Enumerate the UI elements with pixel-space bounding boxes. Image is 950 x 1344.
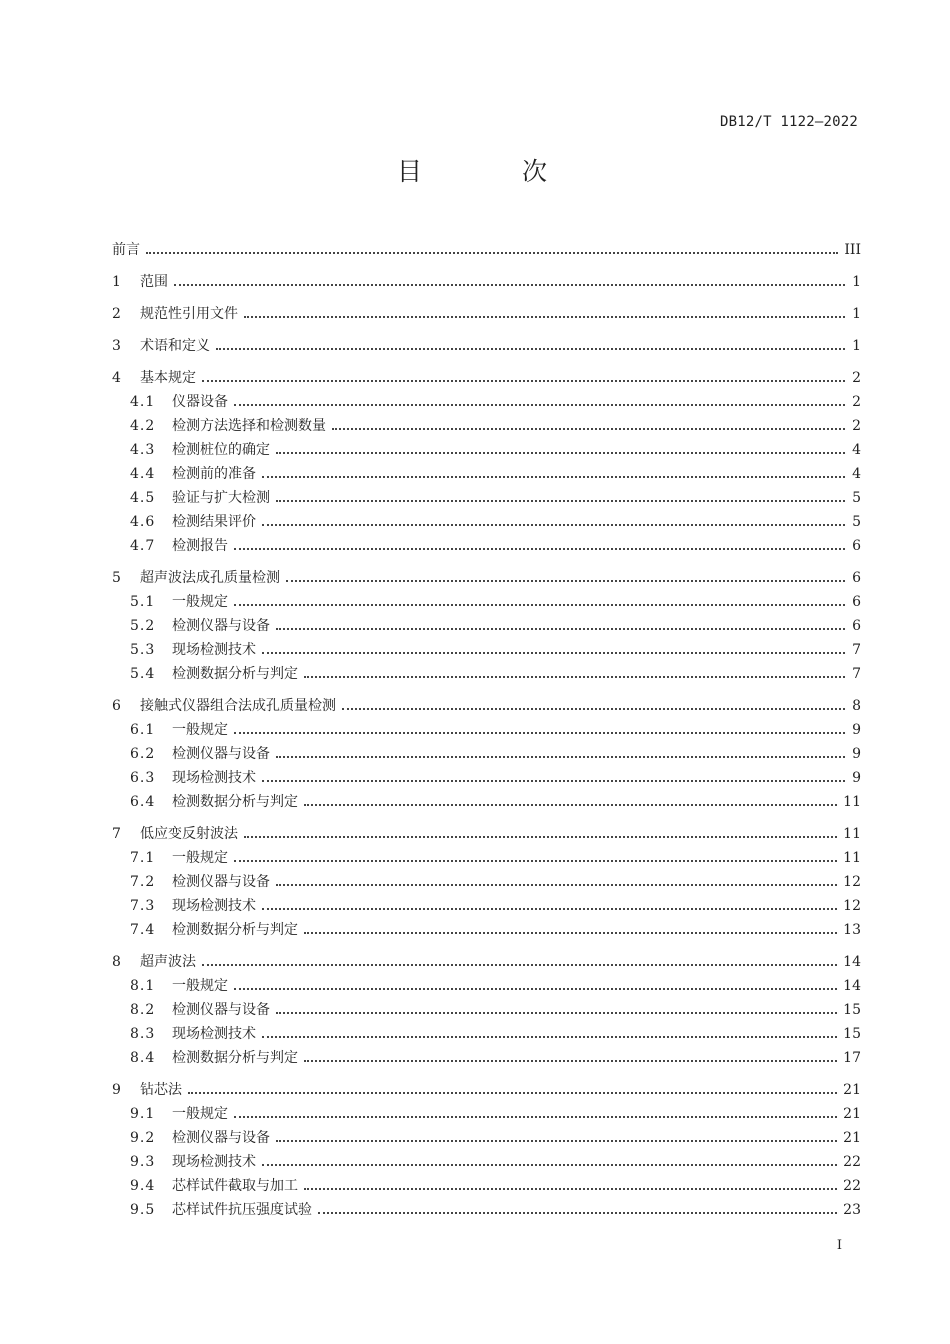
toc-entry-number: 9.2 bbox=[130, 1130, 156, 1146]
toc-entry-page: 4 bbox=[852, 442, 861, 458]
toc-entry[interactable] bbox=[112, 534, 861, 558]
dot-leader bbox=[332, 428, 845, 430]
toc-entry[interactable] bbox=[112, 366, 861, 390]
toc-entry-number: 4.5 bbox=[130, 490, 156, 506]
dot-leader bbox=[234, 732, 845, 734]
dot-leader bbox=[262, 1164, 837, 1166]
toc-entry-number: 8.1 bbox=[130, 978, 156, 994]
toc-entry[interactable] bbox=[112, 1102, 861, 1126]
dot-leader bbox=[276, 756, 845, 758]
dot-leader bbox=[188, 1092, 837, 1094]
dot-leader bbox=[262, 524, 845, 526]
toc-entry[interactable] bbox=[112, 790, 861, 814]
toc-entry-page: 22 bbox=[843, 1154, 861, 1170]
toc-entry-label: 钻芯法 bbox=[140, 1082, 182, 1098]
toc-entry-label: 超声波法 bbox=[140, 954, 196, 970]
toc-entry-label: 一般规定 bbox=[172, 1106, 228, 1122]
toc-entry-label: 现场检测技术 bbox=[172, 770, 256, 786]
toc-entry[interactable] bbox=[112, 766, 861, 790]
toc-entry[interactable] bbox=[112, 1022, 861, 1046]
toc-entry-label: 芯样试件截取与加工 bbox=[172, 1178, 298, 1194]
toc-entry-number: 6.1 bbox=[130, 722, 156, 738]
toc-entry-page: 15 bbox=[843, 1002, 861, 1018]
toc-entry-label: 检测数据分析与判定 bbox=[172, 922, 298, 938]
dot-leader bbox=[262, 908, 837, 910]
toc-entry[interactable] bbox=[112, 718, 861, 742]
dot-leader bbox=[234, 1116, 837, 1118]
toc-entry-page: 6 bbox=[852, 570, 861, 586]
toc-entry[interactable] bbox=[112, 1046, 861, 1070]
dot-leader bbox=[262, 780, 845, 782]
toc-entry-number: 4.3 bbox=[130, 442, 156, 458]
toc-entry[interactable] bbox=[112, 1078, 861, 1102]
toc-entry-label: 验证与扩大检测 bbox=[172, 490, 270, 506]
toc-entry-page: 9 bbox=[852, 770, 861, 786]
dot-leader bbox=[342, 708, 845, 710]
toc-entry-page: 12 bbox=[843, 874, 861, 890]
toc-entry[interactable] bbox=[112, 1150, 861, 1174]
toc-entry-label: 超声波法成孔质量检测 bbox=[140, 570, 280, 586]
toc-entry-number: 8 bbox=[112, 954, 121, 970]
dot-leader bbox=[304, 1188, 837, 1190]
dot-leader bbox=[234, 548, 845, 550]
toc-entry-number: 8.4 bbox=[130, 1050, 156, 1066]
toc-entry[interactable] bbox=[112, 1174, 861, 1198]
dot-leader bbox=[276, 628, 845, 630]
toc-entry-label: 一般规定 bbox=[172, 978, 228, 994]
toc-entry-number: 9.1 bbox=[130, 1106, 156, 1122]
toc-entry[interactable] bbox=[112, 918, 861, 942]
dot-leader bbox=[304, 676, 845, 678]
toc-entry[interactable] bbox=[112, 302, 861, 326]
toc-entry-label: 检测数据分析与判定 bbox=[172, 666, 298, 682]
toc-entry[interactable] bbox=[112, 950, 861, 974]
toc-entry-page: 11 bbox=[843, 826, 861, 842]
toc-entry-label: 检测报告 bbox=[172, 538, 228, 554]
page-title: 目 次 bbox=[397, 157, 593, 186]
toc-entry-number: 9 bbox=[112, 1082, 121, 1098]
toc-entry[interactable] bbox=[112, 1126, 861, 1150]
toc-entry-page: 2 bbox=[852, 418, 861, 434]
toc-entry-number: 7.2 bbox=[130, 874, 156, 890]
toc-entry-page: 22 bbox=[843, 1178, 861, 1194]
toc-entry-number: 9.5 bbox=[130, 1202, 156, 1218]
toc-entry[interactable] bbox=[112, 462, 861, 486]
dot-leader bbox=[276, 884, 837, 886]
toc-entry[interactable] bbox=[112, 822, 861, 846]
toc-entry-page: 9 bbox=[852, 746, 861, 762]
toc-entry-label: 仪器设备 bbox=[172, 394, 228, 410]
toc-entry-label: 规范性引用文件 bbox=[140, 306, 238, 322]
toc-entry-number: 5.4 bbox=[130, 666, 156, 682]
dot-leader bbox=[216, 348, 845, 350]
dot-leader bbox=[202, 964, 837, 966]
toc-entry-label: 检测前的准备 bbox=[172, 466, 256, 482]
toc-entry[interactable] bbox=[112, 742, 861, 766]
toc-entry-page: III bbox=[844, 242, 861, 258]
toc-entry-label: 范围 bbox=[140, 274, 168, 290]
toc-entry[interactable] bbox=[112, 486, 861, 510]
toc-entry-label: 检测仪器与设备 bbox=[172, 1002, 270, 1018]
dot-leader bbox=[262, 476, 845, 478]
dot-leader bbox=[174, 284, 845, 286]
toc-entry-number: 4.1 bbox=[130, 394, 156, 410]
page-number: I bbox=[836, 1238, 842, 1253]
toc-entry-page: 4 bbox=[852, 466, 861, 482]
toc-entry-number: 6.2 bbox=[130, 746, 156, 762]
table-of-contents bbox=[112, 238, 861, 1222]
dot-leader bbox=[276, 452, 845, 454]
toc-entry-number: 4.2 bbox=[130, 418, 156, 434]
toc-entry-page: 21 bbox=[843, 1130, 861, 1146]
toc-entry-number: 7.3 bbox=[130, 898, 156, 914]
toc-entry-page: 11 bbox=[843, 794, 861, 810]
toc-entry-number: 4.4 bbox=[130, 466, 156, 482]
toc-entry-page: 17 bbox=[843, 1050, 861, 1066]
toc-entry-number: 7.1 bbox=[130, 850, 156, 866]
toc-entry-number: 8.3 bbox=[130, 1026, 156, 1042]
toc-entry-page: 6 bbox=[852, 538, 861, 554]
toc-entry-page: 1 bbox=[852, 338, 861, 354]
toc-entry[interactable] bbox=[112, 510, 861, 534]
toc-entry-page: 6 bbox=[852, 618, 861, 634]
toc-entry[interactable] bbox=[112, 238, 861, 262]
toc-entry-page: 5 bbox=[852, 490, 861, 506]
toc-entry[interactable] bbox=[112, 870, 861, 894]
dot-leader bbox=[304, 932, 837, 934]
toc-entry-number: 6.3 bbox=[130, 770, 156, 786]
toc-entry[interactable] bbox=[112, 270, 861, 294]
dot-leader bbox=[234, 860, 837, 862]
dot-leader bbox=[202, 380, 845, 382]
toc-entry-label: 现场检测技术 bbox=[172, 642, 256, 658]
toc-entry-number: 9.3 bbox=[130, 1154, 156, 1170]
toc-entry-page: 9 bbox=[852, 722, 861, 738]
toc-entry-page: 23 bbox=[843, 1202, 861, 1218]
toc-entry-label: 一般规定 bbox=[172, 722, 228, 738]
dot-leader bbox=[234, 988, 837, 990]
toc-entry-page: 5 bbox=[852, 514, 861, 530]
toc-entry[interactable] bbox=[112, 414, 861, 438]
toc-entry-number: 4.6 bbox=[130, 514, 156, 530]
toc-entry[interactable] bbox=[112, 638, 861, 662]
toc-entry-number: 6.4 bbox=[130, 794, 156, 810]
toc-entry-label: 检测仪器与设备 bbox=[172, 1130, 270, 1146]
toc-entry-page: 1 bbox=[852, 306, 861, 322]
toc-entry-number: 6 bbox=[112, 698, 121, 714]
dot-leader bbox=[286, 580, 845, 582]
toc-entry-label: 检测方法选择和检测数量 bbox=[172, 418, 326, 434]
toc-entry-number: 7 bbox=[112, 826, 121, 842]
toc-entry-page: 21 bbox=[843, 1082, 861, 1098]
dot-leader bbox=[244, 316, 845, 318]
toc-entry-label: 前言 bbox=[112, 242, 140, 258]
toc-entry-page: 2 bbox=[852, 394, 861, 410]
toc-entry-label: 检测结果评价 bbox=[172, 514, 256, 530]
toc-entry-label: 检测仪器与设备 bbox=[172, 618, 270, 634]
toc-entry-number: 5.2 bbox=[130, 618, 156, 634]
toc-entry-label: 接触式仪器组合法成孔质量检测 bbox=[140, 698, 336, 714]
toc-entry-page: 8 bbox=[852, 698, 861, 714]
toc-entry-number: 3 bbox=[112, 338, 121, 354]
toc-entry-label: 现场检测技术 bbox=[172, 898, 256, 914]
toc-entry-label: 现场检测技术 bbox=[172, 1154, 256, 1170]
toc-entry[interactable] bbox=[112, 974, 861, 998]
toc-entry[interactable] bbox=[112, 614, 861, 638]
dot-leader bbox=[304, 804, 837, 806]
toc-entry-label: 检测桩位的确定 bbox=[172, 442, 270, 458]
dot-leader bbox=[234, 404, 845, 406]
dot-leader bbox=[234, 604, 845, 606]
toc-entry-page: 6 bbox=[852, 594, 861, 610]
dot-leader bbox=[318, 1212, 837, 1214]
toc-entry-page: 12 bbox=[843, 898, 861, 914]
toc-entry-page: 15 bbox=[843, 1026, 861, 1042]
toc-entry[interactable] bbox=[112, 566, 861, 590]
toc-entry[interactable] bbox=[112, 894, 861, 918]
toc-entry[interactable] bbox=[112, 662, 861, 686]
toc-entry-label: 一般规定 bbox=[172, 594, 228, 610]
dot-leader bbox=[244, 836, 837, 838]
toc-entry-number: 9.4 bbox=[130, 1178, 156, 1194]
toc-entry-number: 2 bbox=[112, 306, 121, 322]
toc-entry-label: 检测数据分析与判定 bbox=[172, 1050, 298, 1066]
toc-entry-page: 2 bbox=[852, 370, 861, 386]
dot-leader bbox=[304, 1060, 837, 1062]
toc-entry-page: 14 bbox=[843, 954, 861, 970]
toc-entry-page: 14 bbox=[843, 978, 861, 994]
toc-entry[interactable] bbox=[112, 846, 861, 870]
toc-entry-number: 5.3 bbox=[130, 642, 156, 658]
toc-entry-number: 5.1 bbox=[130, 594, 156, 610]
toc-entry-number: 4.7 bbox=[130, 538, 156, 554]
toc-entry[interactable] bbox=[112, 438, 861, 462]
toc-entry-label: 术语和定义 bbox=[140, 338, 210, 354]
toc-entry-page: 21 bbox=[843, 1106, 861, 1122]
toc-entry-label: 检测仪器与设备 bbox=[172, 746, 270, 762]
toc-entry-page: 7 bbox=[852, 642, 861, 658]
dot-leader bbox=[262, 1036, 837, 1038]
toc-entry[interactable] bbox=[112, 590, 861, 614]
toc-entry-label: 检测仪器与设备 bbox=[172, 874, 270, 890]
toc-entry-page: 7 bbox=[852, 666, 861, 682]
dot-leader bbox=[276, 500, 845, 502]
toc-entry[interactable] bbox=[112, 1198, 861, 1222]
toc-entry-label: 检测数据分析与判定 bbox=[172, 794, 298, 810]
toc-entry[interactable] bbox=[112, 390, 861, 414]
dot-leader bbox=[262, 652, 845, 654]
toc-entry-number: 4 bbox=[112, 370, 121, 386]
dot-leader bbox=[146, 252, 838, 254]
toc-entry-number: 7.4 bbox=[130, 922, 156, 938]
toc-entry-page: 11 bbox=[843, 850, 861, 866]
toc-entry[interactable] bbox=[112, 334, 861, 358]
dot-leader bbox=[276, 1012, 837, 1014]
toc-entry-label: 低应变反射波法 bbox=[140, 826, 238, 842]
toc-entry-number: 5 bbox=[112, 570, 121, 586]
toc-entry[interactable] bbox=[112, 694, 861, 718]
toc-entry-label: 基本规定 bbox=[140, 370, 196, 386]
toc-entry-number: 1 bbox=[112, 274, 121, 290]
toc-entry-page: 1 bbox=[852, 274, 861, 290]
dot-leader bbox=[276, 1140, 837, 1142]
toc-entry-label: 芯样试件抗压强度试验 bbox=[172, 1202, 312, 1218]
toc-entry-number: 8.2 bbox=[130, 1002, 156, 1018]
toc-entry-page: 13 bbox=[843, 922, 861, 938]
toc-entry[interactable] bbox=[112, 998, 861, 1022]
document-code: DB12/T 1122—2022 bbox=[719, 114, 858, 130]
toc-entry-label: 一般规定 bbox=[172, 850, 228, 866]
toc-entry-label: 现场检测技术 bbox=[172, 1026, 256, 1042]
